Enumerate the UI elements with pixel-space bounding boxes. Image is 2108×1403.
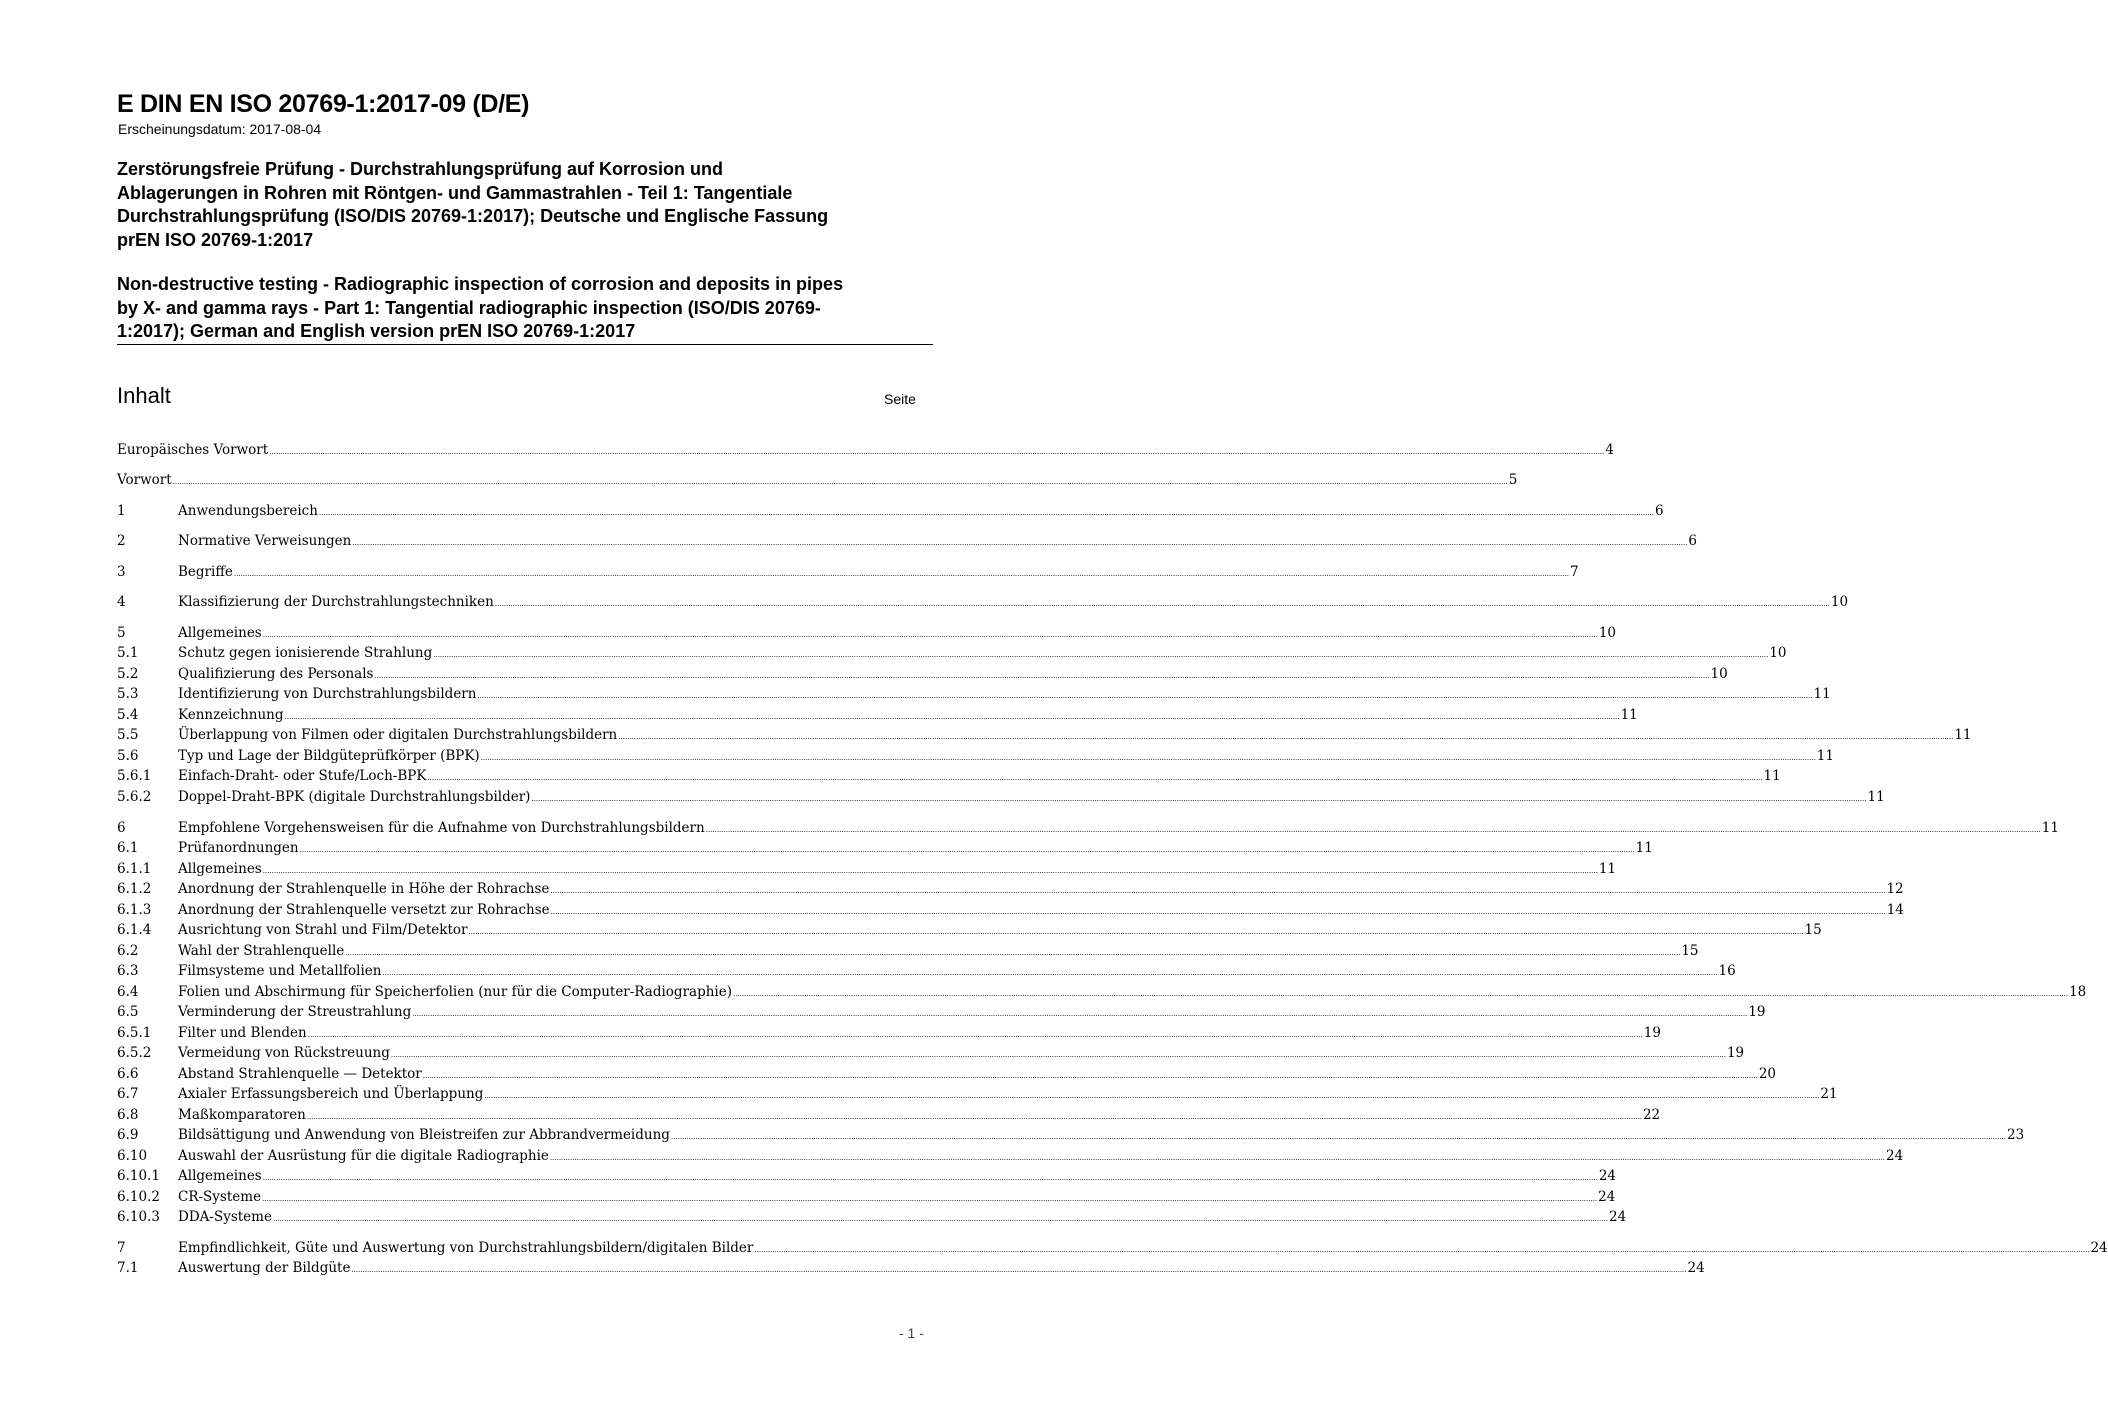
- document-id: E DIN EN ISO 20769-1:2017-09 (D/E): [117, 90, 530, 118]
- toc-entry-page: 6: [1655, 503, 1664, 519]
- toc-entry[interactable]: [117, 982, 2087, 1002]
- toc-dot-leader: ........................................................................................................................................................................................................................................................................................................................................................................................................................................................................................................................................................................................................................: [531, 795, 1867, 803]
- toc-entry-number: 6.6: [117, 1066, 139, 1082]
- toc-entry-page: 10: [1598, 625, 1616, 641]
- toc-entry-number: 6.5.1: [117, 1025, 152, 1041]
- toc-entry[interactable]: [117, 920, 1822, 940]
- toc-entry-label: Begriffe: [178, 564, 233, 580]
- toc-entry-number: 6.7: [117, 1086, 139, 1102]
- toc-dot-leader: ........................................................................................................................................................................................................................................................................................................................................................................................................................................................................................................................................................................................................................: [468, 928, 1804, 936]
- toc-entry-label: Empfohlene Vorgehensweisen für die Aufnahme von Durchstrahlungsbildern: [178, 820, 705, 836]
- toc-entry-label: Allgemeines: [178, 1168, 262, 1184]
- toc-entry[interactable]: [117, 859, 1616, 879]
- toc-entry-label: Klassifizierung der Durchstrahlungstechniken: [178, 594, 494, 610]
- toc-entry-number: 5.3: [117, 686, 139, 702]
- toc-entry-number: 7.1: [117, 1260, 139, 1276]
- toc-entry[interactable]: [117, 1187, 1616, 1207]
- toc-entry[interactable]: [117, 900, 1904, 920]
- toc-entry-label: Allgemeines: [178, 625, 262, 641]
- toc-entry-page: 24: [1598, 1189, 1616, 1205]
- toc-entry-number: 6.1.2: [117, 881, 152, 897]
- toc-entry-number: 2: [117, 533, 126, 549]
- toc-entry-label: Folien und Abschirmung für Speicherfolien (nur für die Computer-Radiographie): [178, 984, 732, 1000]
- toc-entry[interactable]: [117, 1023, 1661, 1043]
- title-german-line: Ablagerungen in Rohren mit Röntgen- und Gammastrahlen - Teil 1: Tangentiale: [117, 182, 793, 203]
- toc-dot-leader: ........................................................................................................................................................................................................................................................................................................................................................................................................................................................................................................................................................................................................................: [550, 908, 1886, 916]
- toc-entry[interactable]: [117, 1084, 1838, 1104]
- toc-entry-page: 14: [1886, 902, 1904, 918]
- toc-entry[interactable]: [117, 684, 1831, 704]
- toc-dot-leader: ........................................................................................................................................................................................................................................................................................................................................................................................................................................................................................................................................................................................................................: [705, 826, 2041, 834]
- toc-entry-label: Identifizierung von Durchstrahlungsbildern: [178, 686, 477, 702]
- toc-dot-leader: ........................................................................................................................................................................................................................................................................................................................................................................................................................................................................................................................................................................................................................: [494, 600, 1830, 608]
- toc-entry-page: 12: [1886, 881, 1904, 897]
- toc-entry-page: 24: [1609, 1209, 1627, 1225]
- toc-entry-page: 11: [1867, 789, 1885, 805]
- toc-entry-page: 15: [1804, 922, 1822, 938]
- toc-entry-label: Auswertung der Bildgüte: [178, 1260, 351, 1276]
- toc-dot-leader: ........................................................................................................................................................................................................................................................................................................................................................................................................................................................................................................................................................................................................................: [427, 774, 1763, 782]
- toc-entry[interactable]: [117, 941, 1699, 961]
- toc-entry-number: 6.1.4: [117, 922, 152, 938]
- toc-entry[interactable]: [117, 1043, 1745, 1063]
- toc-entry-page: 11: [1954, 727, 1972, 743]
- toc-entry-number: 3: [117, 564, 126, 580]
- toc-entry-number: 6.8: [117, 1107, 139, 1123]
- toc-entry-label: Kennzeichnung: [178, 707, 284, 723]
- toc-entry[interactable]: [117, 1238, 2108, 1258]
- toc-dot-leader: ........................................................................................................................................................................................................................................................................................................................................................................................................................................................................................................................................................................................................................: [262, 1174, 1598, 1182]
- toc-entry[interactable]: [117, 1258, 1705, 1278]
- toc-entry-label: Bildsättigung und Anwendung von Bleistreifen zur Abbrandvermeidung: [178, 1127, 670, 1143]
- toc-entry[interactable]: [117, 787, 1885, 807]
- toc-entry-label: Doppel-Draht-BPK (digitale Durchstrahlungsbilder): [178, 789, 531, 805]
- title-german-line: Zerstörungsfreie Prüfung - Durchstrahlungsprüfung auf Korrosion und: [117, 159, 723, 179]
- toc-dot-leader: ........................................................................................................................................................................................................................................................................................................................................................................................................................................................................................................................................................................................................................: [484, 1092, 1820, 1100]
- toc-dot-leader: ........................................................................................................................................................................................................................................................................................................................................................................................................................................................................................................................................................................................................................: [382, 969, 1718, 977]
- toc-entry[interactable]: [117, 818, 2059, 838]
- toc-entry[interactable]: [117, 592, 1849, 612]
- title-english-line: Non-destructive testing - Radiographic inspection of corrosion and deposits in pipes: [117, 274, 844, 294]
- toc-dot-leader: ........................................................................................................................................................................................................................................................................................................................................................................................................................................................................................................................................................................................................................: [480, 754, 1816, 762]
- toc-entry-label: Filmsysteme und Metallfolien: [178, 963, 382, 979]
- toc-entry-number: 5.5: [117, 727, 139, 743]
- toc-entry-page: 10: [1830, 594, 1849, 610]
- toc-entry-label: CR-Systeme: [178, 1189, 262, 1205]
- toc-dot-leader: ........................................................................................................................................................................................................................................................................................................................................................................................................................................................................................................................................................................................................................: [422, 1072, 1758, 1080]
- toc-entry-label: Normative Verweisungen: [178, 533, 352, 549]
- toc-entry-number: 6.5: [117, 1004, 139, 1020]
- toc-entry-number: 6.3: [117, 963, 139, 979]
- toc-dot-leader: ........................................................................................................................................................................................................................................................................................................................................................................................................................................................................................................................................................................................................................: [477, 692, 1813, 700]
- toc-dot-leader: ........................................................................................................................................................................................................................................................................................................................................................................................................................................................................................................................................................................................................................: [433, 651, 1769, 659]
- toc-entry[interactable]: [117, 766, 1781, 786]
- toc-dot-leader: ........................................................................................................................................................................................................................................................................................................................................................................................................................................................................................................................................................................................................................: [262, 631, 1598, 639]
- toc-entry-label: Auswahl der Ausrüstung für die digitale Radiographie: [178, 1148, 549, 1164]
- toc-heading: Inhalt: [117, 383, 171, 408]
- toc-dot-leader: ........................................................................................................................................................................................................................................................................................................................................................................................................................................................................................................................................................................................................................: [352, 539, 1688, 547]
- toc-entry-page: 5: [1508, 472, 1518, 488]
- toc-entry-label: Axialer Erfassungsbereich und Überlappung: [178, 1086, 484, 1102]
- toc-dot-leader: ........................................................................................................................................................................................................................................................................................................................................................................................................................................................................................................................................................................................................................: [549, 1154, 1885, 1162]
- toc-entry-page: 7: [1569, 564, 1579, 580]
- toc-entry-label: Vermeidung von Rückstreuung: [178, 1045, 390, 1061]
- toc-entry[interactable]: [117, 879, 1904, 899]
- toc-entry-page: 11: [1635, 840, 1653, 856]
- toc-entry-number: 6.4: [117, 984, 139, 1000]
- toc-entry-number: 6.2: [117, 943, 139, 959]
- toc-dot-leader: ........................................................................................................................................................................................................................................................................................................................................................................................................................................................................................................................................................................................................................: [262, 867, 1598, 875]
- toc-entry-number: 5: [117, 625, 126, 641]
- title-english-line: by X- and gamma rays - Part 1: Tangential radiographic inspection (ISO/DIS 20769-: [117, 297, 821, 318]
- toc-entry-page: 11: [2041, 820, 2059, 836]
- toc-entry-number: 7: [117, 1240, 126, 1256]
- toc-dot-leader: ........................................................................................................................................................................................................................................................................................................................................................................................................................................................................................................................................................................................................................: [284, 713, 1620, 721]
- toc-entry-label: Vorwort: [117, 472, 172, 488]
- toc-dot-leader: ........................................................................................................................................................................................................................................................................................................................................................................................................................................................................................................................................................................................................................: [306, 1113, 1642, 1121]
- toc-entry-label: Anordnung der Strahlenquelle in Höhe der Rohrachse: [178, 881, 550, 897]
- toc-entry[interactable]: [117, 1064, 1776, 1084]
- toc-dot-leader: ........................................................................................................................................................................................................................................................................................................................................................................................................................................................................................................................................................................................................................: [670, 1133, 2006, 1141]
- toc-entry-label: Maßkomparatoren: [178, 1107, 306, 1123]
- toc-entry-label: Abstand Strahlenquelle — Detektor: [178, 1066, 422, 1082]
- toc-entry-page: 24: [1687, 1260, 1705, 1276]
- toc-entry-page: 15: [1681, 943, 1699, 959]
- toc-dot-leader: ........................................................................................................................................................................................................................................................................................................................................................................................................................................................................................................................................................................................................................: [262, 1195, 1598, 1203]
- toc-entry[interactable]: [117, 1105, 1661, 1125]
- toc-dot-leader: ........................................................................................................................................................................................................................................................................................................................................................................................................................................................................................................................................................................................................................: [412, 1010, 1748, 1018]
- toc-entry-number: 6.9: [117, 1127, 139, 1143]
- toc-entry[interactable]: [117, 562, 1579, 582]
- toc-entry-number: 5.6: [117, 748, 139, 764]
- toc-entry[interactable]: [117, 725, 1972, 745]
- toc-page-column-heading: Seite: [884, 391, 916, 407]
- toc-entry[interactable]: [117, 1166, 1616, 1186]
- toc-dot-leader: ........................................................................................................................................................................................................................................................................................................................................................................................................................................................................................................................................................................................................................: [272, 1215, 1609, 1223]
- toc-entry-number: 6.10.3: [117, 1209, 160, 1225]
- toc-entry-page: 19: [1748, 1004, 1766, 1020]
- toc-entry-page: 24: [1598, 1168, 1616, 1184]
- toc-entry-label: Filter und Blenden: [178, 1025, 307, 1041]
- toc-dot-leader: ........................................................................................................................................................................................................................................................................................................................................................................................................................................................................................................................................................................................................................: [233, 570, 1569, 578]
- toc-entry-label: Typ und Lage der Bildgüteprüfkörper (BPK): [178, 748, 480, 764]
- toc-entry-page: 6: [1688, 533, 1698, 549]
- toc-entry-page: 4: [1605, 442, 1614, 458]
- toc-entry-page: 19: [1643, 1025, 1661, 1041]
- toc-entry-number: 6.1.3: [117, 902, 152, 918]
- toc-dot-leader: ........................................................................................................................................................................................................................................................................................................................................................................................................................................................................................................................................................................................................................: [307, 1031, 1643, 1039]
- toc-entry-page: 10: [1769, 645, 1787, 661]
- toc-entry-label: Überlappung von Filmen oder digitalen Durchstrahlungsbildern: [178, 727, 618, 743]
- toc-dot-leader: ........................................................................................................................................................................................................................................................................................................................................................................................................................................................................................................................................................................................................................: [172, 478, 1508, 486]
- title-german-line: prEN ISO 20769-1:2017: [117, 229, 314, 250]
- toc-entry-number: 5.6.1: [117, 768, 152, 784]
- publication-date: Erscheinungsdatum: 2017-08-04: [118, 121, 322, 137]
- toc-entry[interactable]: [117, 501, 1664, 521]
- toc-entry[interactable]: [117, 643, 1787, 663]
- toc-entry[interactable]: [117, 838, 1653, 858]
- toc-dot-leader: ........................................................................................................................................................................................................................................................................................................................................................................................................................................................................................................................................................................................................................: [299, 846, 1635, 854]
- toc-entry-number: 6.10: [117, 1148, 148, 1164]
- toc-entry-page: 24: [2090, 1240, 2108, 1256]
- toc-dot-leader: ........................................................................................................................................................................................................................................................................................................................................................................................................................................................................................................................................................................................................................: [345, 949, 1681, 957]
- toc-entry[interactable]: [117, 664, 1728, 684]
- toc-entry-label: Allgemeines: [178, 861, 262, 877]
- toc-entry-number: 6.5.2: [117, 1045, 152, 1061]
- footer-page-number: - 1 -: [899, 1325, 924, 1341]
- toc-dot-leader: ........................................................................................................................................................................................................................................................................................................................................................................................................................................................................................................................................................................................................................: [318, 509, 1654, 517]
- toc-entry-number: 6.10.1: [117, 1168, 160, 1184]
- toc-entry-page: 11: [1813, 686, 1831, 702]
- toc-entry-label: Wahl der Strahlenquelle: [178, 943, 345, 959]
- toc-entry[interactable]: [117, 1146, 1904, 1166]
- toc-entry[interactable]: [117, 705, 1638, 725]
- toc-dot-leader: ........................................................................................................................................................................................................................................................................................................................................................................................................................................................................................................................................................................................................................: [269, 448, 1605, 456]
- toc-entry-page: 11: [1598, 861, 1616, 877]
- title-german-line: Durchstrahlungsprüfung (ISO/DIS 20769-1:2017); Deutsche und Englische Fassung: [117, 206, 829, 226]
- toc-entry-label: Ausrichtung von Strahl und Film/Detektor: [178, 922, 468, 938]
- toc-entry-label: Europäisches Vorwort: [117, 442, 269, 458]
- toc-entry-label: Anordnung der Strahlenquelle versetzt zur Rohrachse: [178, 902, 550, 918]
- toc-entry-number: 6.1: [117, 840, 139, 856]
- toc-dot-leader: ........................................................................................................................................................................................................................................................................................................................................................................................................................................................................................................................................................................................................................: [550, 887, 1886, 895]
- toc-entry-page: 11: [1763, 768, 1781, 784]
- toc-entry-page: 19: [1726, 1045, 1745, 1061]
- toc-dot-leader: ........................................................................................................................................................................................................................................................................................................................................................................................................................................................................................................................................................................................................................: [351, 1266, 1687, 1274]
- toc-entry-page: 24: [1885, 1148, 1904, 1164]
- toc-entry-page: 18: [2069, 984, 2087, 1000]
- toc-entry-number: 5.2: [117, 666, 139, 682]
- toc-dot-leader: ........................................................................................................................................................................................................................................................................................................................................................................................................................................................................................................................................................................................................................: [754, 1246, 2090, 1254]
- toc-dot-leader: ........................................................................................................................................................................................................................................................................................................................................................................................................................................................................................................................................................................................................................: [390, 1051, 1726, 1059]
- toc-entry-page: 10: [1710, 666, 1728, 682]
- title-english-line: 1:2017); German and English version prEN ISO 20769-1:2017: [117, 321, 636, 341]
- toc-entry-number: 1: [117, 503, 126, 519]
- toc-entry-number: 5.6.2: [117, 789, 152, 805]
- toc-entry[interactable]: [117, 1125, 2025, 1145]
- toc-entry-label: Verminderung der Streustrahlung: [178, 1004, 412, 1020]
- toc-entry-page: 21: [1820, 1086, 1838, 1102]
- toc-entry-page: 11: [1816, 748, 1834, 764]
- toc-entry-label: Qualifizierung des Personals: [178, 666, 374, 682]
- toc-entry-page: 16: [1718, 963, 1736, 979]
- toc-entry[interactable]: [117, 470, 1518, 490]
- toc-entry-number: 5.4: [117, 707, 139, 723]
- toc-entry-page: 23: [2006, 1127, 2025, 1143]
- toc-dot-leader: ........................................................................................................................................................................................................................................................................................................................................................................................................................................................................................................................................................................................................................: [733, 990, 2069, 998]
- toc-entry[interactable]: [117, 1002, 1766, 1022]
- toc-entry-number: 6.1.1: [117, 861, 152, 877]
- toc-entry-page: 20: [1758, 1066, 1776, 1082]
- toc-entry-label: Einfach-Draht- oder Stufe/Loch-BPK: [178, 768, 427, 784]
- toc-dot-leader: ........................................................................................................................................................................................................................................................................................................................................................................................................................................................................................................................................................................................................................: [618, 733, 1954, 741]
- toc-entry-number: 5.1: [117, 645, 139, 661]
- toc-dot-leader: ........................................................................................................................................................................................................................................................................................................................................................................................................................................................................................................................................................................................................................: [374, 672, 1710, 680]
- toc-entry[interactable]: [117, 531, 1698, 551]
- toc-entry[interactable]: [117, 961, 1736, 981]
- toc-entry-number: 6: [117, 820, 126, 836]
- toc-entry-label: Empfindlichkeit, Güte und Auswertung von Durchstrahlungsbildern/digitalen Bilder: [178, 1240, 754, 1256]
- toc-entry[interactable]: [117, 623, 1616, 643]
- toc-entry-label: Anwendungsbereich: [178, 503, 318, 519]
- toc-entry-number: 4: [117, 594, 126, 610]
- toc-entry[interactable]: [117, 746, 1834, 766]
- toc-entry-label: Schutz gegen ionisierende Strahlung: [178, 645, 433, 661]
- toc-entry-label: Prüfanordnungen: [178, 840, 299, 856]
- toc-entry-page: 22: [1642, 1107, 1661, 1123]
- toc-entry-label: DDA-Systeme: [178, 1209, 272, 1225]
- toc-entry[interactable]: [117, 1207, 1627, 1227]
- toc-entry-number: 6.10.2: [117, 1189, 160, 1205]
- toc-entry-page: 11: [1620, 707, 1638, 723]
- toc-entry[interactable]: [117, 440, 1614, 460]
